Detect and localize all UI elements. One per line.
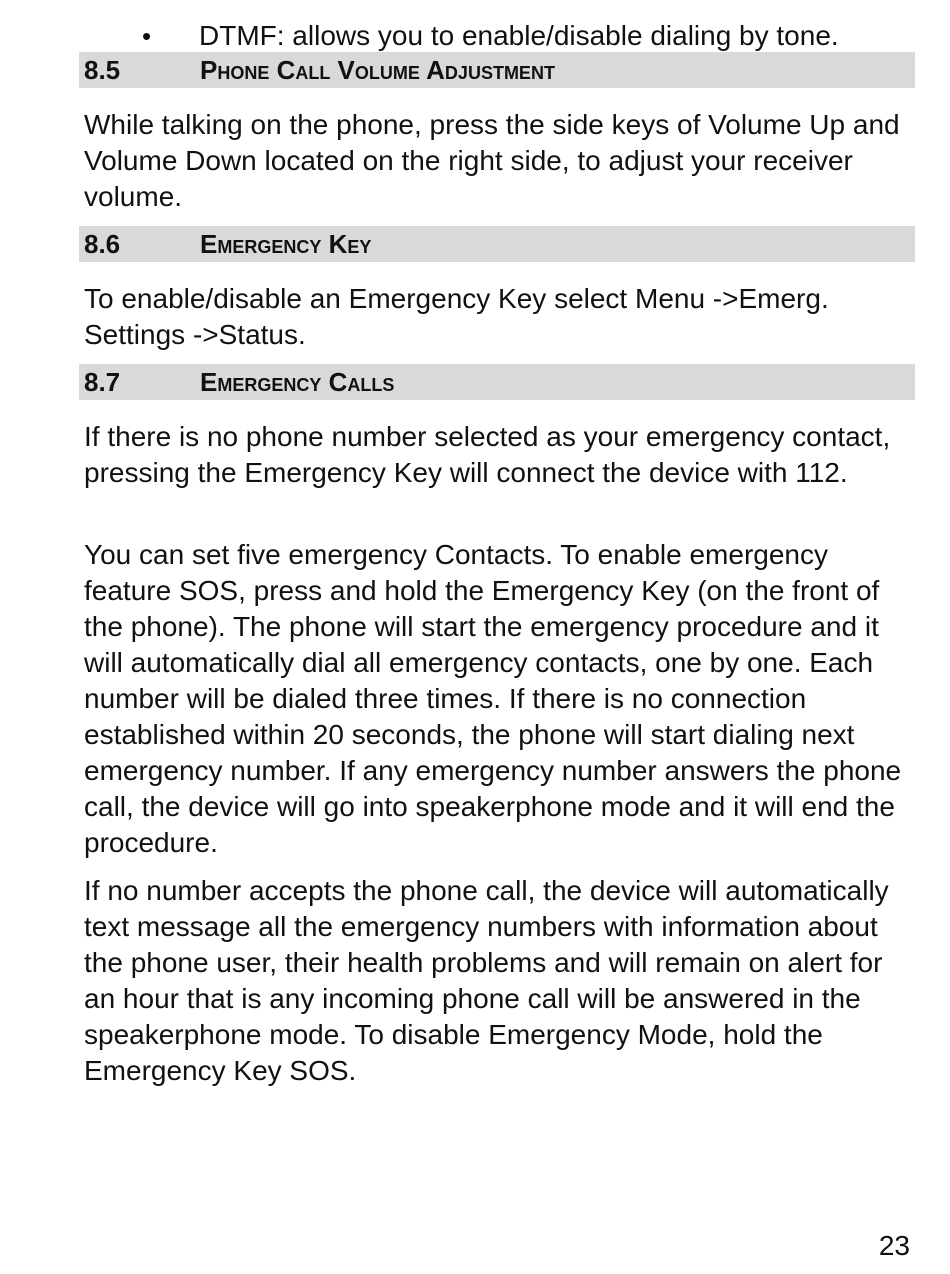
section-heading-8-6 (79, 226, 915, 262)
section-title: Emergency Calls (200, 367, 395, 397)
section-8-5-paragraph: While talking on the phone, press the side keys of Volume Up and Volume Down located on the right side, to adjust your receiver volume. (84, 109, 900, 212)
section-title: Emergency Key (200, 229, 372, 259)
bullet-icon: • (142, 21, 152, 51)
section-8-7-paragraph-1: If there is no phone number selected as your emergency contact, pressing the Emergency Key will connect the device with 112. (84, 421, 891, 488)
section-number: 8.7 (84, 367, 121, 397)
section-8-7-paragraph-2: You can set five emergency Contacts. To enable emergency feature SOS, press and hold the Emergency Key (on the front of the phone). The phone will start the emergency procedure and it will automatically dial all emergency contacts, one by one. Each number will be dialed three times. If there is no connection established within 20 seconds, the phone will start dialing next emergency number. If any emergency number answers the phone call, the device will go into speakerphone mode and it will end the procedure. (84, 539, 902, 858)
page-number: 23 (878, 1230, 910, 1261)
section-number: 8.6 (84, 229, 121, 259)
section-number: 8.5 (84, 55, 121, 85)
bullet-item-dtmf (84, 16, 915, 56)
bullet-text: DTMF: allows you to enable/disable dialing by tone. (199, 20, 839, 51)
section-title: Phone Call Volume Adjustment (200, 55, 555, 85)
section-8-7-paragraph-3: If no number accepts the phone call, the device will automatically text message all the emergency numbers with information about the phone user, their health problems and will remain on alert for an hour that is any incoming phone call will be answered in the speakerphone mode. To disable Emergency Mode, hold the Emergency Key SOS. (84, 875, 889, 1086)
section-8-6-paragraph: To enable/disable an Emergency Key select Menu ->Emerg. Settings ->Status. (84, 283, 829, 350)
section-heading-8-7 (79, 364, 915, 400)
section-heading-8-5 (79, 52, 915, 88)
